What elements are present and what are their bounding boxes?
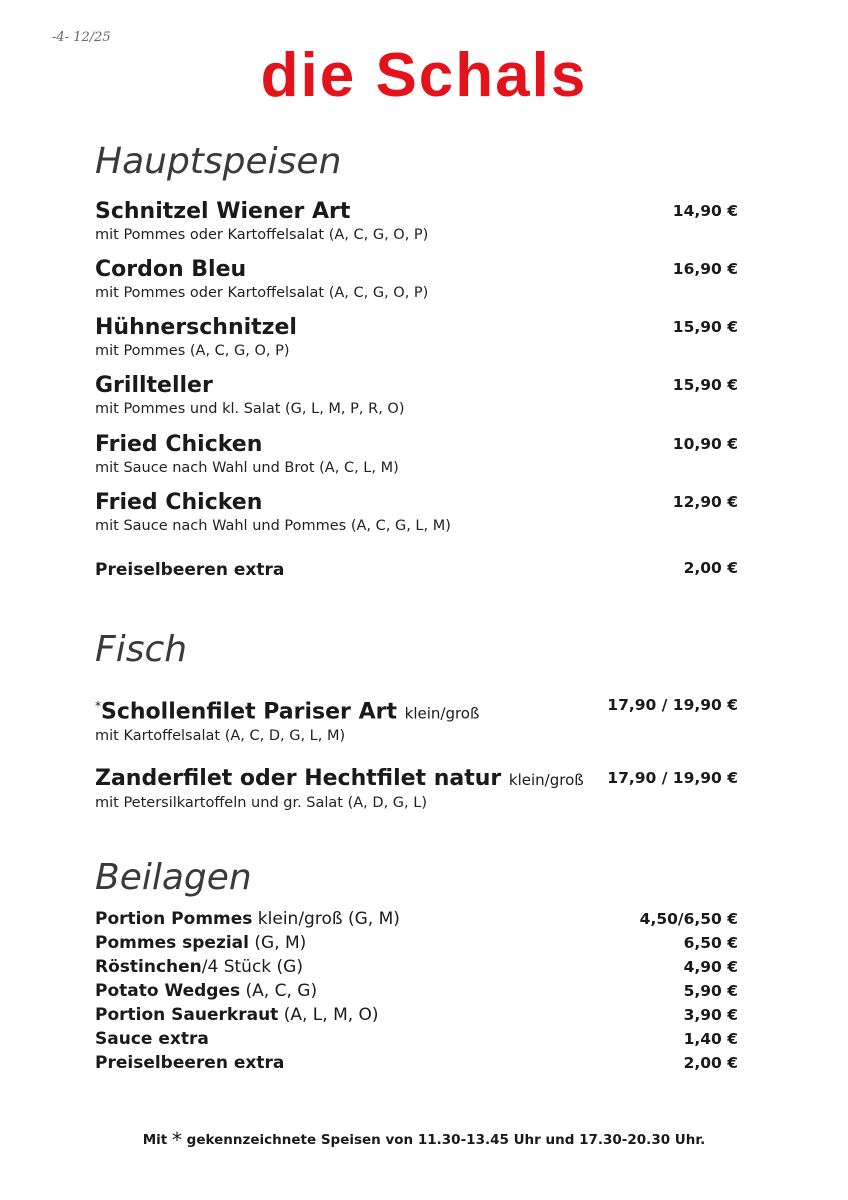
side-item-price: 1,40 € <box>683 1030 738 1048</box>
menu-item <box>95 489 740 535</box>
menu-item-price: 15,90 € <box>672 318 738 336</box>
menu-item-price: 15,90 € <box>672 376 738 394</box>
menu-item-name: Fried Chicken <box>95 490 263 515</box>
side-item-name: Röstinchen <box>95 957 202 977</box>
menu-item <box>95 314 740 360</box>
side-item <box>95 979 740 1003</box>
menu-item-name: Hühnerschnitzel <box>95 315 297 340</box>
brand-title: die Schals <box>260 41 588 110</box>
menu-item-description: mit Pommes oder Kartoffelsalat (A, C, G, O, P) <box>95 227 429 243</box>
side-item-allergens: (G, M) <box>248 933 307 953</box>
menu-item-description: mit Kartoffelsalat (A, C, D, G, L, M) <box>95 728 346 745</box>
page-number: -4- 12/25 <box>52 30 111 45</box>
menu-item-description: mit Sauce nach Wahl und Brot (A, C, L, M) <box>95 460 399 476</box>
side-item-allergens: klein/groß (G, M) <box>252 909 400 929</box>
menu-item-description: mit Pommes (A, C, G, O, P) <box>95 343 290 359</box>
side-item <box>95 907 740 931</box>
side-item-price: 6,50 € <box>683 934 738 952</box>
menu-item <box>95 372 740 418</box>
side-item-name: Pommes spezial <box>95 933 249 953</box>
side-item-allergens: /4 Stück (G) <box>201 957 303 977</box>
menu-item <box>95 198 740 244</box>
menu-item-name: Preiselbeeren extra <box>95 560 285 580</box>
menu-item <box>95 256 740 302</box>
side-item-price: 2,00 € <box>683 1054 738 1072</box>
footnote <box>0 1128 848 1152</box>
menu-item-description: mit Sauce nach Wahl und Pommes (A, C, G, L, M) <box>95 518 451 534</box>
menu-item-name: Grillteller <box>95 373 213 398</box>
menu-item-name-text: Schollenfilet Pariser Art <box>101 699 397 725</box>
menu-item-size: klein/groß <box>404 704 480 723</box>
menu-item-marker: * <box>95 699 101 713</box>
side-item-name: Portion Pommes <box>95 909 253 929</box>
menu-item <box>95 431 740 477</box>
footnote-text: gekennzeichnete Speisen von 11.30-13.45 Uhr und 17.30-20.30 Uhr. <box>186 1132 706 1148</box>
side-item-allergens: (A, C, G) <box>240 981 318 1001</box>
menu-item-description: mit Pommes oder Kartoffelsalat (A, C, G, O, P) <box>95 285 429 301</box>
menu-item-price: 17,90 / 19,90 € <box>607 696 738 714</box>
menu-item-price: 14,90 € <box>672 202 738 220</box>
menu-item-size: klein/groß <box>508 771 584 789</box>
menu-item-price: 12,90 € <box>672 493 738 511</box>
side-item-name: Sauce extra <box>95 1029 209 1049</box>
section-title-main: Hauptspeisen <box>95 141 342 182</box>
section-title-fish: Fisch <box>95 629 188 670</box>
side-item-price: 4,90 € <box>683 958 738 976</box>
side-item <box>95 931 740 955</box>
menu-item-description: mit Pommes und kl. Salat (G, L, M, P, R, O) <box>95 401 405 417</box>
menu-item-description: mit Petersilkartoffeln und gr. Salat (A, D, G, L) <box>95 795 427 811</box>
menu-item-price: 17,90 / 19,90 € <box>607 769 738 787</box>
footnote-marker: * <box>171 1128 182 1152</box>
menu-item-name-text: Zanderfilet oder Hechtfilet natur <box>95 766 502 791</box>
side-item-price: 5,90 € <box>683 982 738 1000</box>
menu-item-price: 10,90 € <box>672 435 738 453</box>
side-item-allergens: (A, L, M, O) <box>278 1005 379 1025</box>
side-item-price: 3,90 € <box>683 1006 738 1024</box>
menu-item-name: Cordon Bleu <box>95 257 247 282</box>
side-item <box>95 1027 740 1051</box>
footnote-prefix: Mit <box>142 1132 168 1148</box>
menu-item <box>95 765 740 812</box>
side-item <box>95 1003 740 1027</box>
side-item <box>95 955 740 979</box>
menu-item-price: 2,00 € <box>683 559 738 577</box>
menu-item-extra <box>95 556 740 584</box>
side-item <box>95 1051 740 1075</box>
sides-list <box>95 907 740 1075</box>
side-item-name: Preiselbeeren extra <box>95 1053 285 1073</box>
side-item-price: 4,50/6,50 € <box>639 910 738 928</box>
side-item-name: Potato Wedges <box>95 981 241 1001</box>
menu-item <box>95 692 740 745</box>
menu-item-name: Schnitzel Wiener Art <box>95 199 351 224</box>
menu-item-price: 16,90 € <box>672 260 738 278</box>
menu-item-name: Fried Chicken <box>95 432 263 457</box>
side-item-name: Portion Sauerkraut <box>95 1005 279 1025</box>
section-title-sides: Beilagen <box>95 857 252 898</box>
